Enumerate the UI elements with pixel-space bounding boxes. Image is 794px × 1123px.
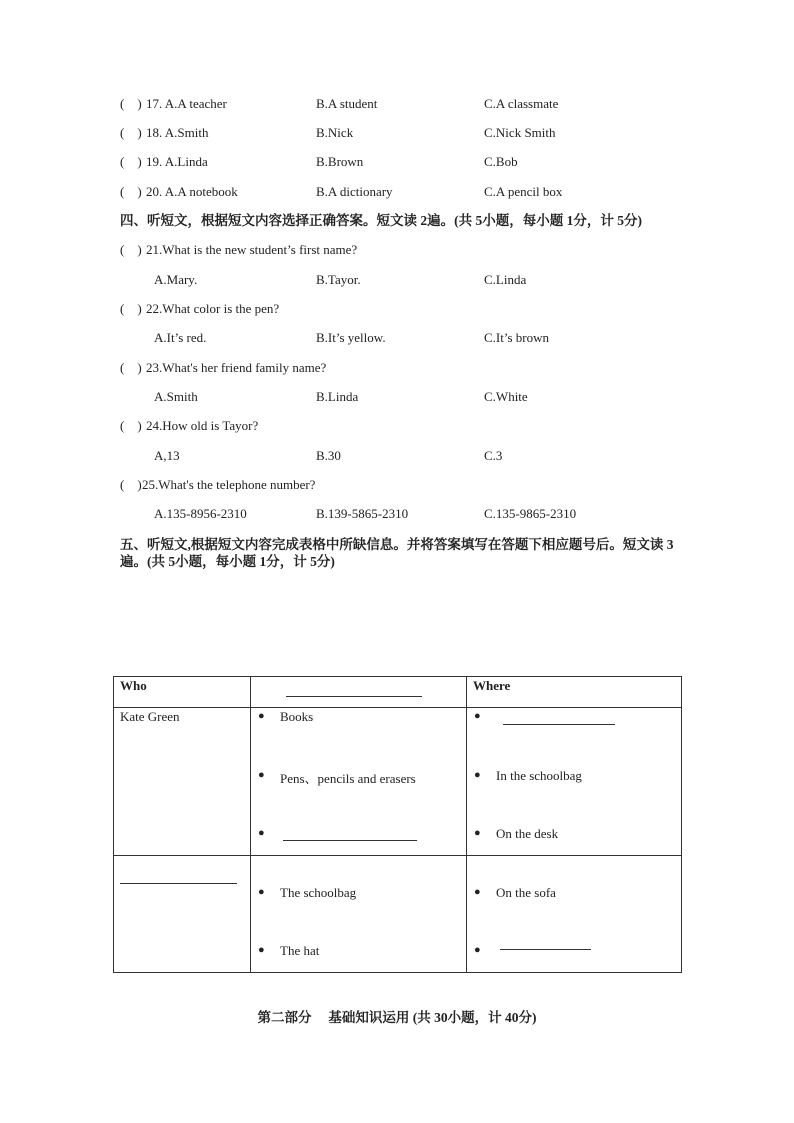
item-text: The schoolbag [280, 885, 357, 900]
bullet-icon: ● [258, 944, 265, 956]
option-b: B.Tayor. [316, 272, 361, 287]
option-c: C.Linda [484, 272, 527, 287]
answer-paren[interactable]: ( ) [120, 301, 142, 316]
table-row [114, 856, 682, 973]
header-who: Who [120, 678, 147, 693]
option-b: B.A dictionary [316, 184, 393, 199]
option-b: B.Linda [316, 389, 359, 404]
bullet-icon: ● [474, 886, 481, 898]
bullet-icon: ● [258, 886, 265, 898]
answer-paren[interactable]: ( ) [120, 96, 142, 111]
option-b: B.Brown [316, 154, 364, 169]
question-text: 25.What's the telephone number? [142, 477, 316, 492]
option-c: C.3 [484, 448, 503, 463]
section-4-heading: 四、听短文，根据短文内容选择正确答案。短文读 2遍。(共 5小题，每小题 1分，计 5分) [120, 213, 642, 228]
option-c: C.White [484, 389, 528, 404]
bullet-icon: ● [258, 710, 265, 722]
row1-where-cell [467, 708, 682, 856]
bullet-icon: ● [258, 769, 265, 781]
bullet-icon: ● [474, 710, 481, 722]
question-text: 24.How old is Tayor? [146, 418, 259, 433]
row1-who-cell [114, 708, 251, 856]
bullet-icon: ● [474, 944, 481, 956]
item-text: The hat [280, 943, 320, 958]
part-2-heading: 第二部分 基础知识运用 (共 30小题，计 40分) [257, 1010, 537, 1025]
option-b: B.It’s yellow. [316, 330, 386, 345]
question-number-option-a: 17. A.A teacher [146, 96, 227, 111]
option-a: A.135-8956-2310 [154, 506, 247, 521]
header-who-cell [114, 677, 251, 708]
answer-paren[interactable]: ( ) [120, 418, 142, 433]
header-blank-cell [251, 677, 467, 708]
option-b: B.A student [316, 96, 378, 111]
option-a: A.Smith [154, 389, 198, 404]
table-header-row [114, 677, 682, 708]
header-where: Where [473, 678, 511, 693]
row2-where-cell [467, 856, 682, 973]
row2-who-cell [114, 856, 251, 973]
option-b: B.30 [316, 448, 341, 463]
section-5-heading: 五、听短文,根据短文内容完成表格中所缺信息。并将答案填写在答题下相应题号后。短文读 3遍。(共 5小题，每小题 1分，计 5分) [120, 537, 674, 569]
option-c: C.135-9865-2310 [484, 506, 577, 521]
answer-paren[interactable]: ( ) [120, 360, 142, 375]
where-text: On the sofa [496, 885, 556, 900]
answer-paren[interactable]: ( ) [120, 125, 142, 140]
question-text: 21.What is the new student’s first name? [146, 242, 358, 257]
option-c: C.A pencil box [484, 184, 563, 199]
option-c: C.It’s brown [484, 330, 549, 345]
option-b: B.Nick [316, 125, 354, 140]
question-number-option-a: 20. A.A notebook [146, 184, 238, 199]
option-c: C.A classmate [484, 96, 559, 111]
question-number-option-a: 19. A.Linda [146, 154, 208, 169]
option-c: C.Nick Smith [484, 125, 556, 140]
fill-blank[interactable] [503, 724, 615, 725]
answer-paren[interactable]: ( ) [120, 154, 142, 169]
option-c: C.Bob [484, 154, 518, 169]
question-text: 23.What's her friend family name? [146, 360, 327, 375]
option-a: A.It’s red. [154, 330, 207, 345]
row2-items-cell [251, 856, 467, 973]
row1-items-cell [251, 708, 467, 856]
item-text: Books [280, 709, 314, 724]
answer-paren[interactable]: ( ) [120, 184, 142, 199]
bullet-icon: ● [258, 827, 265, 839]
table-row [114, 708, 682, 856]
where-text: In the schoolbag [496, 768, 582, 783]
fill-blank[interactable] [500, 949, 591, 950]
answer-paren[interactable]: ( ) [120, 242, 142, 257]
fill-blank[interactable] [286, 696, 422, 697]
bullet-icon: ● [474, 827, 481, 839]
option-b: B.139-5865-2310 [316, 506, 409, 521]
item-text: Pens、pencils and erasers [280, 771, 416, 786]
fill-blank[interactable] [120, 883, 237, 884]
question-number-option-a: 18. A.Smith [146, 125, 209, 140]
row1-who: Kate Green [120, 709, 180, 724]
fill-blank[interactable] [283, 840, 417, 841]
header-where-cell [467, 677, 682, 708]
question-text: 22.What color is the pen? [146, 301, 280, 316]
info-table [113, 676, 682, 973]
option-a: A,13 [154, 448, 180, 463]
option-a: A.Mary. [154, 272, 198, 287]
where-text: On the desk [496, 826, 559, 841]
bullet-icon: ● [474, 769, 481, 781]
answer-paren[interactable]: ( ) [120, 477, 142, 492]
